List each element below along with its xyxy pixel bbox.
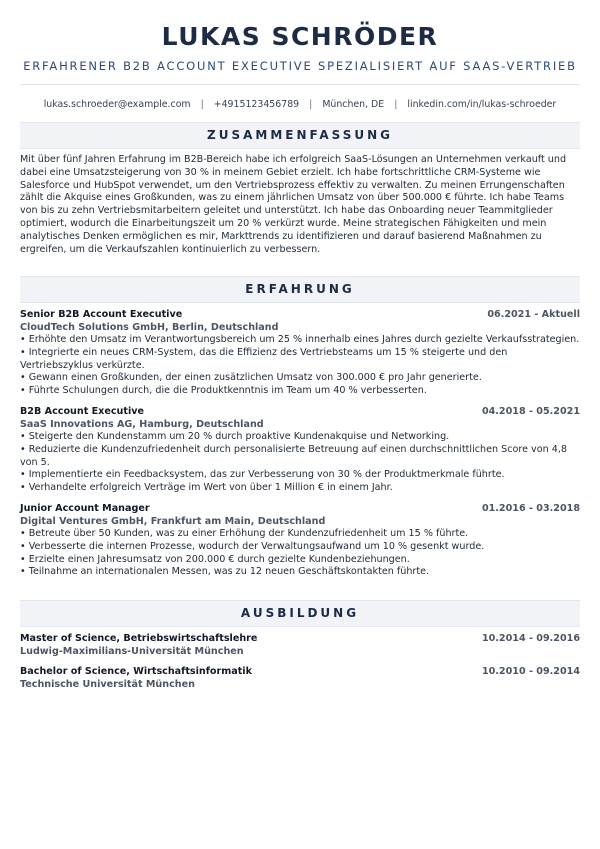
contact-separator: | (200, 99, 204, 110)
entry-header (20, 308, 580, 321)
candidate-headline: ERFAHRENER B2B ACCOUNT EXECUTIVE SPEZIALISIERT AUF SAAS-VERTRIEB (23, 59, 577, 73)
contact-phone[interactable]: +4915123456789 (213, 99, 300, 110)
degree-title: Bachelor of Science, Wirtschaftsinformatik (20, 665, 252, 677)
job-date: 04.2018 - 05.2021 (481, 406, 580, 418)
job-title: Junior Account Manager (20, 503, 150, 515)
education-date: 10.2014 - 09.2016 (481, 632, 580, 644)
job-title: B2B Account Executive (20, 406, 145, 418)
experience-entry (20, 405, 580, 494)
summary-text: Mit über fünf Jahren Erfahrung im B2B-Bereich habe ich erfolgreich SaaS-Lösungen an Unternehmen verkauft und dabei eine Umsatzsteigerung von 30 % in meinem Gebiet erzielt. Ich habe fortschrittliche CRM-Systeme wie Salesforce und HubSpot verwendet, um den Vertriebsprozess effektiv zu verwalten. Zu meinen Errungenschaften zählt die Akquise eines Großkunden, was zu einem jährlichen Umsatz von über 500.000 € führte. Ich habe Teams von bis zu zehn Vertriebsmitarbeitern geleitet und unterstützt. Ich habe das Onboarding neuer Teammitglieder optimiert, wodurch die Einarbeitungszeit um 20 % verkürzt wurde. Meine strategischen Fähigkeiten und mein analytisches Denken ermöglichen es mir, Markttrends zu identifizieren und darauf basierend Maßnahmen zu ergreifen, um die Verkaufszahlen kontinuierlich zu verbessern. (20, 154, 567, 255)
bullet-item: • Integrierte ein neues CRM-System, das die Effizienz des Vertriebsteams um 15 % steigerte und den Vertriebszyklus verkürzte. (20, 347, 580, 372)
job-bullets (20, 431, 580, 494)
bullet-item: • Gewann einen Großkunden, der einen zusätzlichen Umsatz von 300.000 € pro Jahr generierte. (20, 372, 580, 385)
entry-header (20, 405, 580, 418)
candidate-name: LUKAS SCHRÖDER (161, 22, 439, 51)
job-bullets (20, 528, 580, 578)
degree-title: Master of Science, Betriebswirtschaftslehre (20, 632, 258, 644)
experience-entry (20, 502, 580, 578)
education-date: 10.2010 - 09.2014 (481, 665, 580, 677)
contact-separator: | (394, 99, 398, 110)
contact-location: München, DE (322, 99, 385, 110)
education-entry (20, 665, 580, 691)
header-divider (20, 84, 580, 85)
bullet-item: • Reduzierte die Kundenzufriedenheit durch personalisierte Betreuung auf einen durchschnittlichen Score von 4,8 von 5. (20, 444, 580, 469)
entry-header (20, 665, 580, 678)
entry-header (20, 632, 580, 645)
school-name: Ludwig-Maximilians-Universität München (20, 645, 244, 657)
job-company: Digital Ventures GmbH, Frankfurt am Main, Deutschland (20, 516, 326, 528)
contact-email[interactable]: lukas.schroeder@example.com (43, 99, 191, 110)
bullet-item: • Verhandelte erfolgreich Verträge im Wert von über 1 Million € in einem Jahr. (20, 482, 580, 495)
bullet-item: • Betreute über 50 Kunden, was zu einer Erhöhung der Kundenzufriedenheit um 15 % führte. (20, 528, 580, 541)
bullet-item: • Führte Schulungen durch, die die Produktkenntnis im Team um 40 % verbesserten. (20, 385, 580, 398)
bullet-item: • Teilnahme an internationalen Messen, was zu 12 neuen Geschäftskontakten führte. (20, 566, 580, 579)
contact-bar (20, 98, 580, 111)
bullet-item: • Erzielte einen Jahresumsatz von 200.000 € durch gezielte Kundenbeziehungen. (20, 554, 580, 567)
contact-separator: | (309, 99, 313, 110)
job-title: Senior B2B Account Executive (20, 309, 183, 321)
entry-header (20, 502, 580, 515)
bullet-item: • Verbesserte die internen Prozesse, wodurch der Verwaltungsaufwand um 10 % gesenkt wurde. (20, 541, 580, 554)
job-company: SaaS Innovations AG, Hamburg, Deutschland (20, 419, 264, 431)
bullet-item: • Implementierte ein Feedbacksystem, das zur Verbesserung von 30 % der Produktmerkmale führte. (20, 469, 580, 482)
school-name: Technische Universität München (20, 678, 195, 690)
section-heading-experience: ERFAHRUNG (20, 276, 580, 303)
education-entry (20, 632, 580, 658)
bullet-item: • Steigerte den Kundenstamm um 20 % durch proaktive Kundenakquise und Networking. (20, 431, 580, 444)
section-heading-summary: ZUSAMMENFASSUNG (20, 122, 580, 149)
contact-linkedin[interactable]: linkedin.com/in/lukas-schroeder (407, 99, 557, 110)
experience-entry (20, 308, 580, 397)
bullet-item: • Erhöhte den Umsatz im Verantwortungsbereich um 25 % innerhalb eines Jahres durch gezielte Verkaufsstrategien. (20, 334, 580, 347)
job-date: 06.2021 - Aktuell (487, 309, 580, 321)
job-company: CloudTech Solutions GmbH, Berlin, Deutschland (20, 322, 279, 334)
job-date: 01.2016 - 03.2018 (481, 503, 580, 515)
job-bullets (20, 334, 580, 397)
section-heading-education: AUSBILDUNG (20, 600, 580, 627)
